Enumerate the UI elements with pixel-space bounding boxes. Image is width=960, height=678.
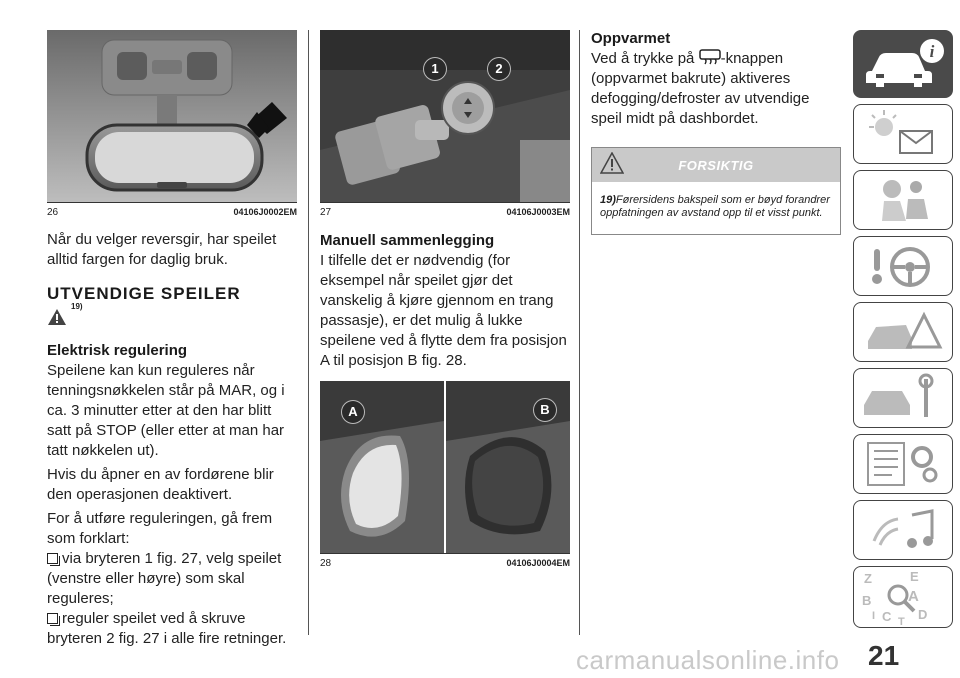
callout-2: 2 bbox=[488, 58, 510, 80]
caution-box bbox=[591, 147, 841, 235]
breakdown-car-icon bbox=[854, 303, 952, 361]
section-title: UTVENDIGE SPEILER bbox=[47, 284, 241, 303]
figure-27-mirror-switch-photo bbox=[320, 30, 570, 202]
svg-text:E: E bbox=[910, 569, 919, 584]
bullet-icon bbox=[47, 613, 58, 624]
heated-paragraph: Ved å trykke på -knappen (oppvarmet bakrute) aktiveres defogging/defroster av utvendige speil midt på dashbordet. bbox=[591, 50, 810, 127]
warning-lights-icon bbox=[854, 105, 952, 163]
manual-paragraph: I tilfelle det er nødvendig (for eksempel når speilet gjør det vanskelig å kjøre gjennom en trang passasje), er det mulig å lukke speilene ved å flytte dem fra posisjon A til posisjon B fig. 28. bbox=[320, 252, 567, 369]
electric-paragraph-3: For å utføre reguleringen, gå frem som forklart: bbox=[47, 510, 273, 547]
svg-text:Z: Z bbox=[864, 571, 872, 586]
figure-number: 27 bbox=[320, 207, 332, 218]
watermark: carmanualsonline.info bbox=[576, 645, 840, 675]
warning-reference: 19) bbox=[71, 302, 83, 311]
car-maintenance-icon bbox=[854, 369, 952, 427]
figure-27-caption bbox=[320, 202, 570, 218]
figure-28-mirror-positions-photo bbox=[320, 381, 570, 553]
warning-triangle-icon bbox=[600, 152, 624, 174]
specifications-icon bbox=[854, 435, 952, 493]
tab-warning-lights[interactable] bbox=[853, 104, 953, 164]
bullet-item-1: via bryteren 1 fig. 27, velg speilet (venstre eller høyre) som skal reguleres; bbox=[47, 550, 282, 607]
figure-number: 26 bbox=[47, 207, 59, 218]
section-warning-ref bbox=[47, 302, 297, 330]
caution-title: FORSIKTIG bbox=[678, 157, 754, 173]
bullet-icon bbox=[47, 553, 58, 564]
svg-text:B: B bbox=[862, 593, 872, 608]
subsection-title-electric: Elektrisk regulering bbox=[47, 342, 188, 359]
figure-28-caption bbox=[320, 553, 570, 569]
tab-knowing-your-car[interactable] bbox=[853, 30, 953, 98]
callout-A: A bbox=[342, 401, 364, 423]
subsection-title-heated: Oppvarmet bbox=[591, 30, 671, 47]
column-divider-1 bbox=[308, 30, 309, 635]
tab-multimedia[interactable] bbox=[853, 500, 953, 560]
rear-defrost-icon bbox=[699, 49, 721, 65]
svg-text:i: i bbox=[929, 42, 935, 61]
figure-number: 28 bbox=[320, 558, 332, 569]
tab-technical-data[interactable] bbox=[853, 434, 953, 494]
tab-index[interactable] bbox=[853, 566, 953, 628]
figure-code: 04106J0002EM bbox=[233, 207, 297, 217]
car-info-icon bbox=[854, 31, 952, 97]
caution-header bbox=[592, 148, 840, 182]
multimedia-icon bbox=[854, 501, 952, 559]
svg-text:D: D bbox=[918, 607, 928, 622]
svg-text:C: C bbox=[882, 609, 892, 624]
tab-maintenance[interactable] bbox=[853, 368, 953, 428]
middle-column bbox=[320, 30, 570, 569]
column-divider-2 bbox=[579, 30, 580, 635]
figure-26-caption bbox=[47, 202, 297, 218]
figure-code: 04106J0003EM bbox=[506, 207, 570, 217]
svg-text:A: A bbox=[908, 588, 919, 605]
caution-text: 19)Førersidens bakspeil som er bøyd forandrer oppfatningen av avstand opp til et visst punkt. bbox=[600, 194, 830, 219]
tab-safety[interactable] bbox=[853, 170, 953, 230]
intro-paragraph: Når du velger reversgir, har speilet alltid fargen for daglig bruk. bbox=[47, 231, 277, 268]
subsection-title-manual: Manuell sammenlegging bbox=[320, 232, 495, 249]
page-number: 21 bbox=[868, 640, 900, 671]
airbag-seat-icon bbox=[854, 171, 952, 229]
warning-triangle-icon bbox=[47, 308, 67, 326]
callout-1: 1 bbox=[424, 58, 446, 80]
right-column bbox=[591, 30, 841, 235]
svg-text:I: I bbox=[872, 610, 876, 622]
tab-emergency[interactable] bbox=[853, 302, 953, 362]
bullet-item-2: reguler speilet ved å skruve bryteren 2 fig. 27 i alle fire retninger. bbox=[47, 610, 287, 647]
figure-26-rearview-mirror-photo bbox=[47, 30, 297, 202]
tab-starting-driving[interactable] bbox=[853, 236, 953, 296]
electric-paragraph-1: Speilene kan kun reguleres når tenningsnøkkelen står på MAR, og i ca. 3 minutter etter at den har blitt satt på STOP (eller etter at man har tatt nøkkelen ut). bbox=[47, 362, 285, 459]
key-steering-icon bbox=[854, 237, 952, 295]
chapter-tabs bbox=[853, 30, 953, 634]
electric-paragraph-2: Hvis du åpner en av fordørene blir den operasjonen deaktivert. bbox=[47, 466, 274, 503]
left-column bbox=[47, 30, 297, 649]
callout-B: B bbox=[534, 399, 556, 421]
figure-code: 04106J0004EM bbox=[506, 558, 570, 568]
svg-text:T: T bbox=[898, 616, 905, 627]
alphabetical-index-icon bbox=[854, 567, 952, 627]
